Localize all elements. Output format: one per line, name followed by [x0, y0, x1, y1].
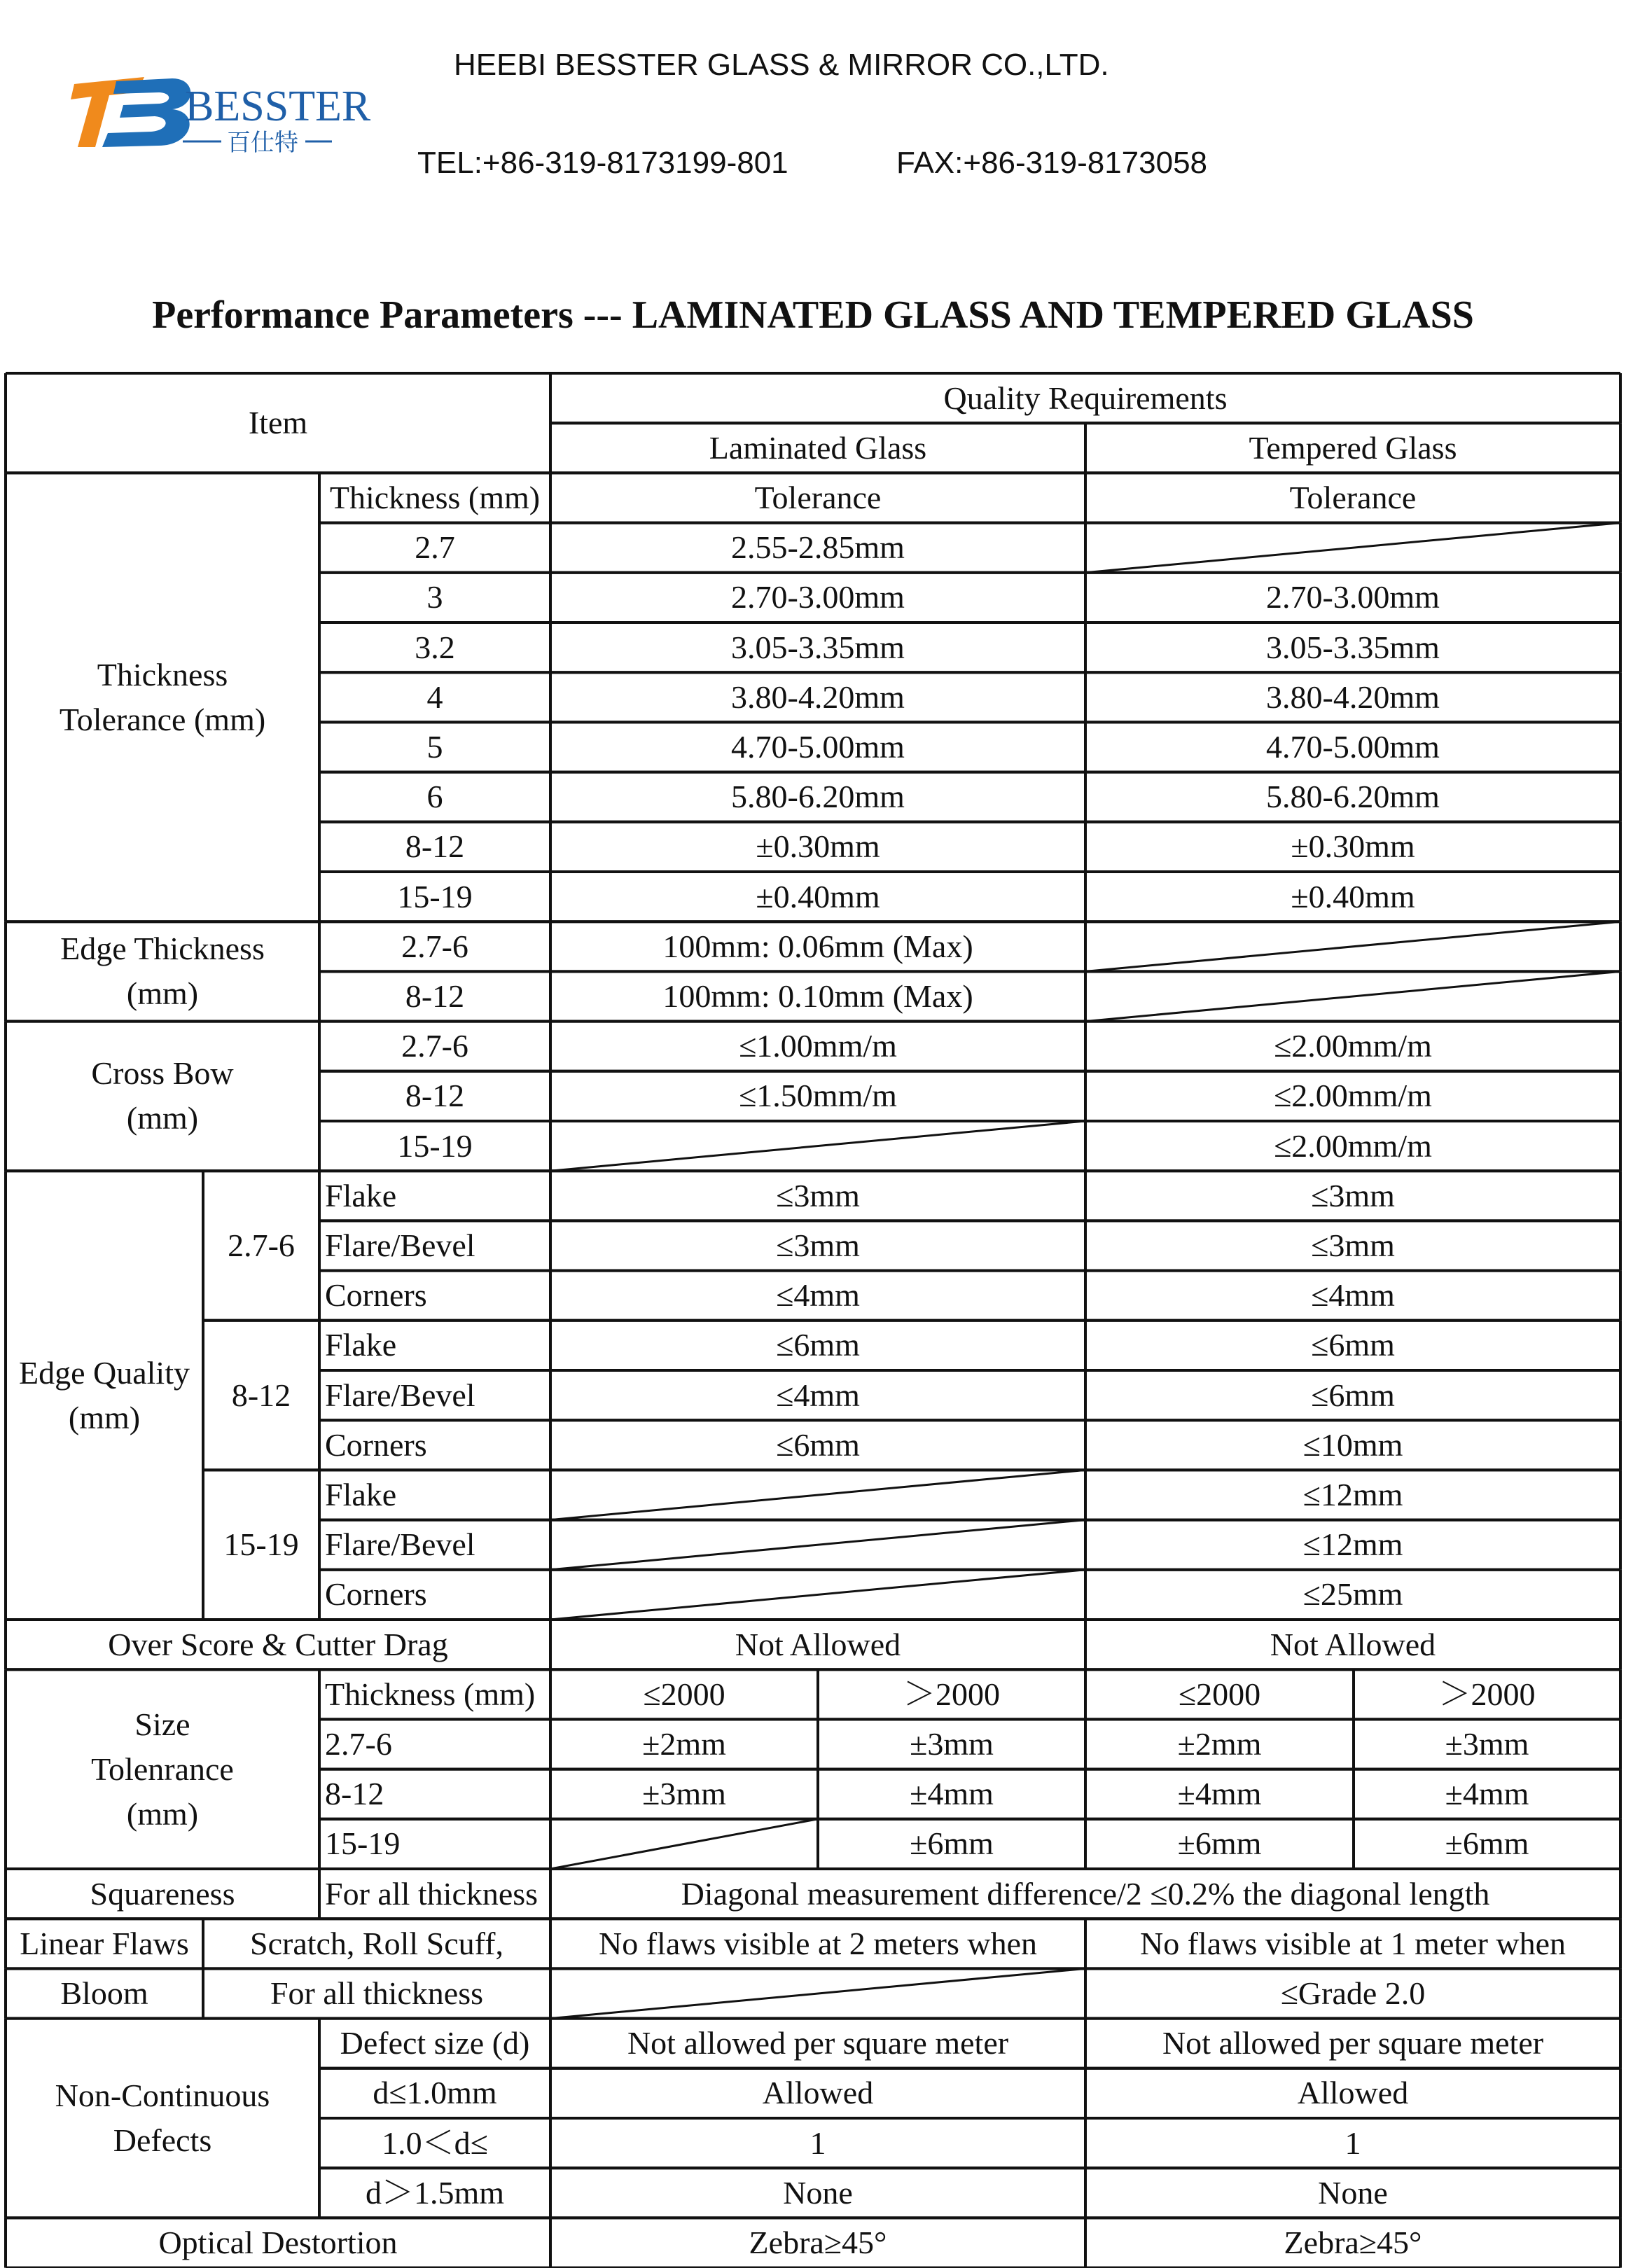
tempered-tolerance: ±0.30mm [1291, 828, 1415, 865]
grid-line [550, 1520, 1085, 1570]
laminated-edge-quality: ≤6mm [776, 1327, 860, 1363]
tempered-tolerance: 3.80-4.20mm [1266, 679, 1440, 715]
telephone: TEL:+86-319-8173199-801 [417, 146, 788, 180]
tempered-over-score: Not Allowed [1270, 1626, 1436, 1662]
thickness-tolerance-label-line: Tolerance (mm) [59, 701, 266, 737]
cross-bow-label-line: Cross Bow [91, 1055, 234, 1092]
laminated-over-score: Not Allowed [735, 1626, 901, 1662]
tempered-edge-quality: ≤3mm [1311, 1177, 1395, 1213]
document-title: Performance Parameters --- LAMINATED GLASS AND TEMPERED GLASS [152, 293, 1474, 337]
over-score-label: Over Score & Cutter Drag [108, 1626, 448, 1662]
tempered-tolerance: 2.70-3.00mm [1266, 579, 1440, 615]
edge-thickness-range: 2.7-6 [401, 928, 468, 964]
thickness-tolerance-label [6, 473, 319, 921]
tempered-edge-quality: ≤6mm [1311, 1327, 1395, 1363]
laminated-defects: 1 [809, 2124, 826, 2161]
laminated-defects: Allowed [762, 2075, 874, 2111]
tempered-edge-quality: ≤4mm [1311, 1277, 1395, 1314]
size-thickness: 2.7-6 [325, 1725, 392, 1762]
tempered-cross-bow: ≤2.00mm/m [1274, 1028, 1432, 1064]
thickness-tolerance-label-line: Thickness [97, 656, 228, 693]
tempered-edge-quality: ≤25mm [1302, 1576, 1403, 1613]
tempered-defects: Allowed [1297, 2075, 1409, 2111]
tempered-edge-quality: ≤3mm [1311, 1227, 1395, 1263]
edge-quality-thickness: 15-19 [223, 1526, 299, 1563]
laminated-cross-bow: ≤1.00mm/m [739, 1028, 897, 1064]
edge-defect-type: Flare/Bevel [325, 1227, 475, 1263]
thickness-value: 4 [426, 679, 443, 715]
squareness-scope: For all thickness [325, 1875, 538, 1912]
grid-line [1085, 523, 1620, 573]
non-continuous-label-line: Defects [113, 2122, 212, 2158]
cross-bow-range: 8-12 [405, 1078, 465, 1114]
laminated-defects: Not allowed per square meter [627, 2025, 1009, 2061]
laminated-edge-thickness: 100mm: 0.06mm (Max) [662, 928, 973, 964]
edge-quality-label [6, 1171, 203, 1620]
size-tolerance-label-line: Tolenrance [91, 1751, 234, 1787]
thickness-value: 15-19 [397, 878, 473, 914]
size-thickness: 15-19 [325, 1825, 401, 1862]
thickness-value: 5 [426, 728, 443, 765]
grid-line [1085, 971, 1620, 1021]
thickness-value: 6 [426, 779, 443, 815]
edge-defect-type: Flake [325, 1177, 397, 1213]
size-tolerance-value: ±2mm [642, 1725, 726, 1762]
tempered-tolerance: 5.80-6.20mm [1266, 779, 1440, 815]
defect-size: Defect size (d) [340, 2025, 530, 2061]
edge-quality-thickness: 2.7-6 [228, 1227, 295, 1263]
item-header: Item [248, 405, 308, 441]
thickness-value: 2.7 [415, 529, 455, 566]
thickness-value: 3 [426, 579, 443, 615]
size-column-header: ≤2000 [1178, 1676, 1261, 1712]
grid-line [550, 1570, 1085, 1620]
grid-line [550, 1121, 1085, 1171]
linear-flaws-scope: Scratch, Roll Scuff, [250, 1925, 503, 1961]
grid-line [550, 1470, 1085, 1519]
laminated-tolerance: ±0.30mm [756, 828, 880, 865]
laminated-tolerance: 5.80-6.20mm [731, 779, 905, 815]
grid-line [1085, 921, 1620, 971]
laminated-defects: None [783, 2174, 853, 2211]
tempered-tolerance-header: Tolerance [1289, 479, 1417, 515]
linear-flaws-label: Linear Flaws [20, 1925, 189, 1961]
grid-line [550, 1819, 818, 1869]
edge-quality-thickness: 8-12 [231, 1377, 291, 1413]
edge-defect-type: Corners [325, 1426, 427, 1463]
tempered-cross-bow: ≤2.00mm/m [1274, 1078, 1432, 1114]
laminated-tolerance: 4.70-5.00mm [731, 728, 905, 765]
tempered-linear-flaws: No flaws visible at 1 meter when [1139, 1925, 1566, 1961]
tempered-edge-quality: ≤6mm [1311, 1377, 1395, 1413]
size-column-header: ＞2000 [903, 1676, 1000, 1712]
tempered-tolerance: 4.70-5.00mm [1266, 728, 1440, 765]
optical-distortion-label: Optical Destortion [158, 2224, 398, 2260]
size-tolerance-value: ±3mm [642, 1776, 726, 1812]
size-tolerance-value: ±3mm [910, 1725, 994, 1762]
tempered-glass-header: Tempered Glass [1249, 429, 1457, 466]
tempered-tolerance: ±0.40mm [1291, 878, 1415, 914]
edge-defect-type: Corners [325, 1576, 427, 1613]
cross-bow-range: 15-19 [397, 1127, 473, 1164]
size-thickness-subheader: Thickness (mm) [325, 1676, 536, 1712]
tempered-defects: Not allowed per square meter [1162, 2025, 1544, 2061]
defect-size: 1.0＜d≤ [382, 2124, 488, 2161]
size-tolerance-label-line: Size [134, 1706, 190, 1742]
logo-word: BESSTER [185, 83, 371, 130]
thickness-subheader: Thickness (mm) [329, 479, 541, 515]
company-name: HEEBI BESSTER GLASS & MIRROR CO.,LTD. [454, 48, 1109, 82]
size-tolerance-value: ±3mm [1445, 1725, 1529, 1762]
non-continuous-label [6, 2019, 319, 2218]
cross-bow-range: 2.7-6 [401, 1028, 468, 1064]
size-tolerance-value: ±6mm [1445, 1825, 1529, 1862]
laminated-tolerance: 3.80-4.20mm [731, 679, 905, 715]
laminated-tolerance: 3.05-3.35mm [731, 629, 905, 665]
size-tolerance-value: ±4mm [1445, 1776, 1529, 1812]
size-tolerance-value: ±2mm [1177, 1725, 1262, 1762]
quality-requirements-header: Quality Requirements [943, 380, 1228, 416]
edge-defect-type: Flare/Bevel [325, 1526, 475, 1563]
tempered-defects: 1 [1344, 2124, 1361, 2161]
laminated-glass-header: Laminated Glass [709, 429, 927, 466]
laminated-tolerance: ±0.40mm [756, 878, 880, 914]
laminated-tolerance-header: Tolerance [754, 479, 882, 515]
squareness-value: Diagonal measurement difference/2 ≤0.2% the diagonal length [681, 1875, 1490, 1912]
defect-size: d＞1.5mm [365, 2174, 505, 2211]
laminated-edge-quality: ≤6mm [776, 1426, 860, 1463]
edge-thickness-label [6, 921, 319, 1021]
cross-bow-label [6, 1022, 319, 1171]
laminated-tolerance: 2.55-2.85mm [731, 529, 905, 566]
laminated-optical: Zebra≥45° [749, 2224, 887, 2260]
edge-defect-type: Flare/Bevel [325, 1377, 475, 1413]
size-tolerance-value: ±4mm [910, 1776, 994, 1812]
size-tolerance-label [6, 1669, 319, 1869]
tempered-bloom: ≤Grade 2.0 [1280, 1975, 1426, 2011]
laminated-edge-quality: ≤4mm [776, 1377, 860, 1413]
laminated-edge-quality: ≤3mm [776, 1177, 860, 1213]
tempered-defects: None [1318, 2174, 1388, 2211]
size-tolerance-value: ±6mm [910, 1825, 994, 1862]
thickness-value: 8-12 [405, 828, 465, 865]
laminated-edge-quality: ≤3mm [776, 1227, 860, 1263]
tempered-edge-quality: ≤12mm [1302, 1476, 1403, 1512]
fax: FAX:+86-319-8173058 [896, 146, 1208, 180]
tempered-optical: Zebra≥45° [1284, 2224, 1422, 2260]
edge-thickness-label-line: (mm) [126, 975, 199, 1012]
defect-size: d≤1.0mm [373, 2075, 497, 2111]
non-continuous-label-line: Non-Continuous [55, 2077, 270, 2113]
edge-defect-type: Flake [325, 1476, 397, 1512]
tempered-cross-bow: ≤2.00mm/m [1274, 1127, 1432, 1164]
edge-quality-label-line: Edge Quality [19, 1354, 190, 1391]
edge-defect-type: Corners [325, 1277, 427, 1314]
logo-chinese: 百仕特 [227, 129, 298, 157]
size-column-header: ≤2000 [643, 1676, 725, 1712]
edge-defect-type: Flake [325, 1327, 397, 1363]
size-tolerance-value: ±6mm [1177, 1825, 1262, 1862]
tempered-edge-quality: ≤12mm [1302, 1526, 1403, 1563]
size-tolerance-label-line: (mm) [126, 1795, 199, 1832]
edge-quality-label-line: (mm) [68, 1399, 141, 1435]
laminated-cross-bow: ≤1.50mm/m [739, 1078, 897, 1114]
size-thickness: 8-12 [325, 1776, 384, 1812]
cross-bow-label-line: (mm) [126, 1100, 199, 1136]
grid-line [550, 1968, 1085, 2018]
edge-thickness-label-line: Edge Thickness [60, 931, 265, 967]
tempered-edge-quality: ≤10mm [1302, 1426, 1403, 1463]
size-tolerance-value: ±4mm [1177, 1776, 1262, 1812]
bloom-label: Bloom [60, 1975, 148, 2011]
edge-thickness-range: 8-12 [405, 978, 465, 1014]
bloom-scope: For all thickness [270, 1975, 484, 2011]
squareness-label: Squareness [90, 1875, 235, 1912]
thickness-value: 3.2 [415, 629, 455, 665]
size-column-header: ＞2000 [1438, 1676, 1536, 1712]
laminated-edge-thickness: 100mm: 0.10mm (Max) [662, 978, 973, 1014]
laminated-linear-flaws: No flaws visible at 2 meters when [599, 1925, 1037, 1961]
tempered-tolerance: 3.05-3.35mm [1266, 629, 1440, 665]
laminated-tolerance: 2.70-3.00mm [731, 579, 905, 615]
laminated-edge-quality: ≤4mm [776, 1277, 860, 1314]
